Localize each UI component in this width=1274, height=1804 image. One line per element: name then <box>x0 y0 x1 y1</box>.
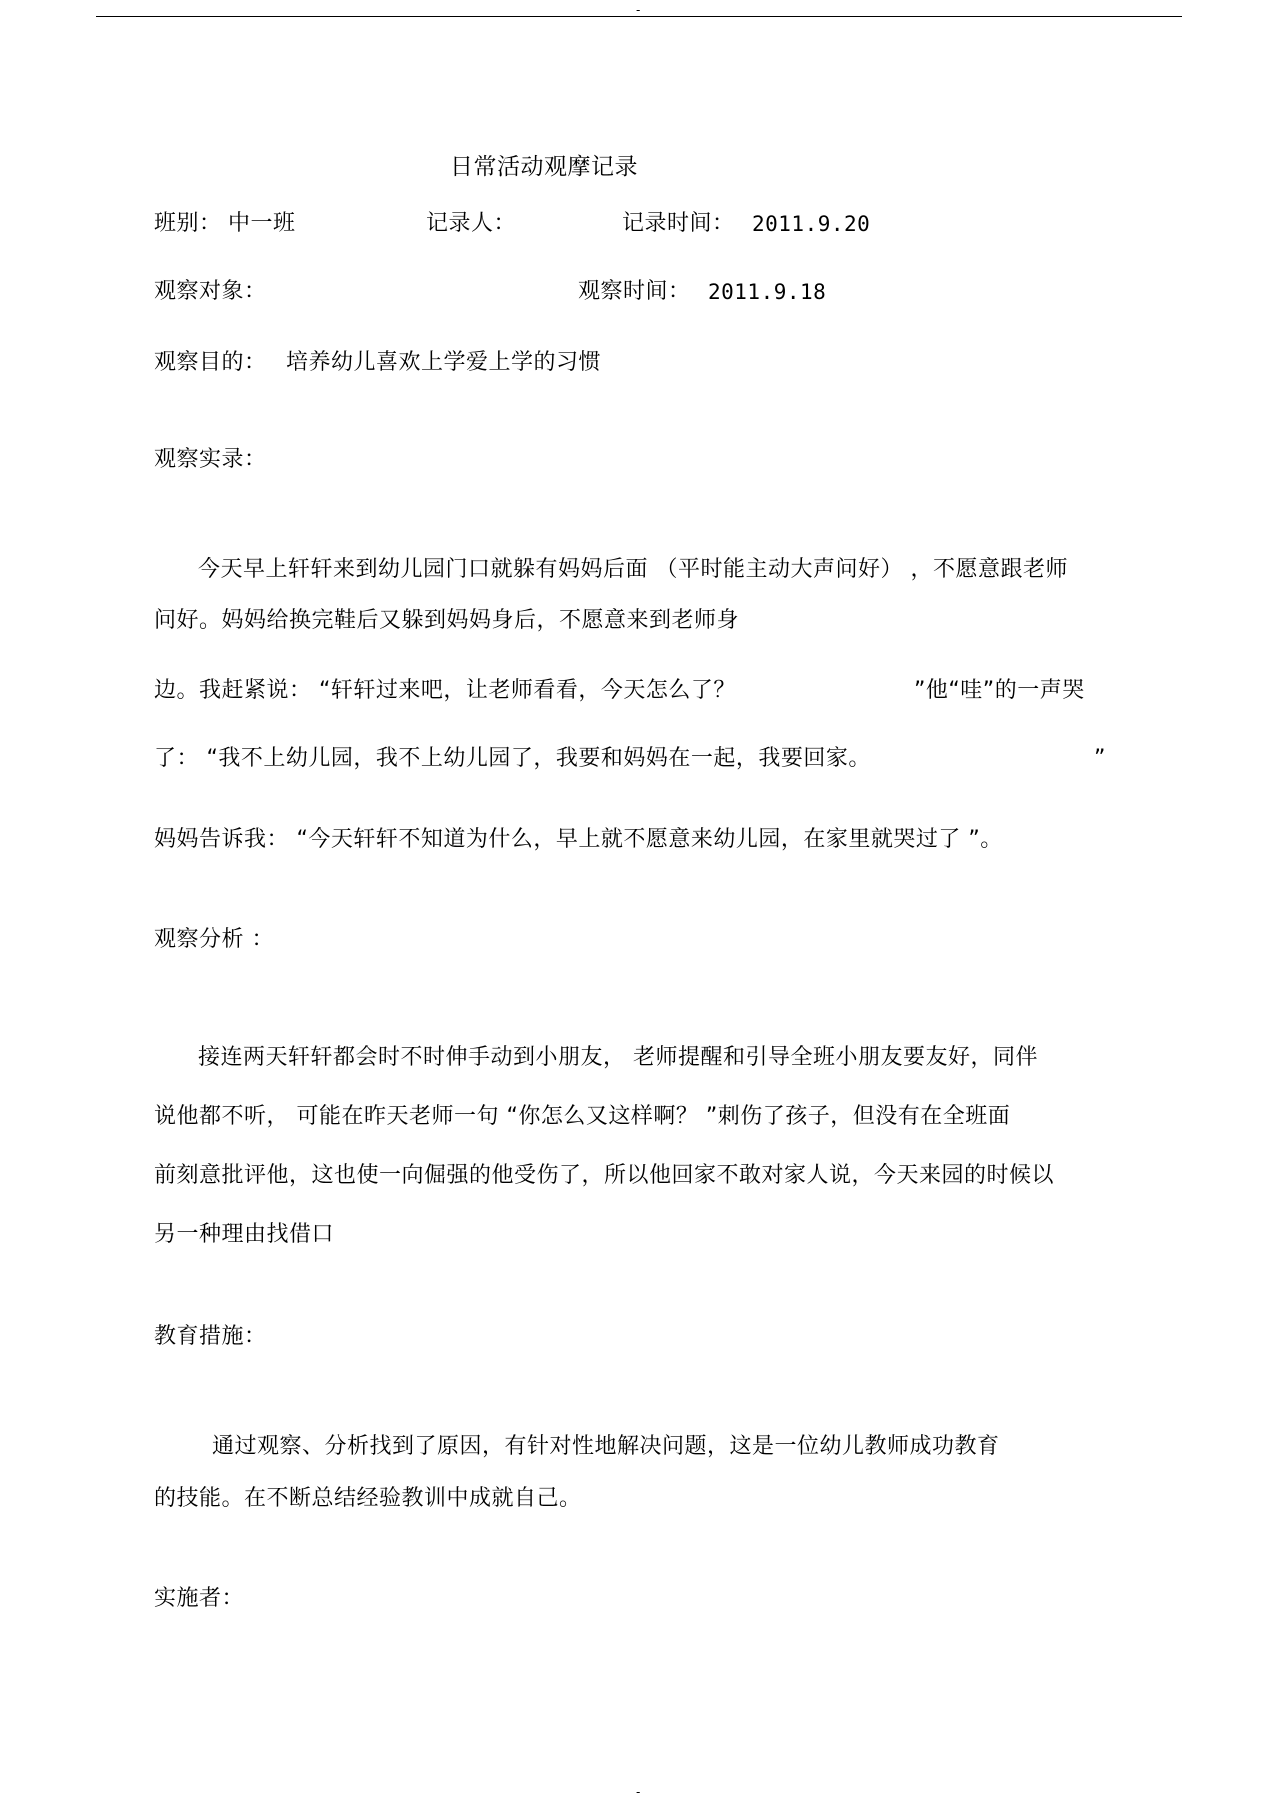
record-line: 今天早上轩轩来到幼儿园门口就躲有妈妈后面 （平时能主动大声问好） ，不愿意跟老师 <box>198 557 1068 582</box>
class-label: 班别： <box>154 211 222 236</box>
analysis-heading: 观察分析 ： <box>154 927 274 952</box>
measures-line: 通过观察、分析找到了原因，有针对性地解决问题，这是一位幼儿教师成功教育 <box>212 1434 1000 1459</box>
header-mark: - <box>636 3 641 17</box>
measures-line: 的技能。在不断总结经验教训中成就自己。 <box>154 1486 582 1511</box>
record-time-value: 2011.9.20 <box>752 212 871 236</box>
class-value: 中一班 <box>228 211 296 236</box>
record-time-label: 记录时间： <box>622 211 735 236</box>
measures-heading: 教育措施： <box>154 1324 267 1349</box>
record-line: 妈妈告诉我： “今天轩轩不知道为什么，早上就不愿意来幼儿园，在家里就哭过了 ”。 <box>154 827 1003 852</box>
analysis-line: 前刻意批评他，这也使一向倔强的他受伤了，所以他回家不敢对家人说，今天来园的时候以 <box>154 1163 1055 1188</box>
record-line: ” <box>1094 746 1106 771</box>
observe-time-value: 2011.9.18 <box>708 280 827 304</box>
record-line: 边。我赶紧说： “轩轩过来吧，让老师看看，今天怎么了？ <box>154 678 736 703</box>
analysis-line: 说他都不听， 可能在昨天老师一句 “你怎么又这样啊？ ”刺伤了孩子，但没有在全班面 <box>154 1104 1011 1129</box>
purpose-value: 培养幼儿喜欢上学爱上学的习惯 <box>286 350 602 375</box>
record-line: ”他“哇”的一声哭 <box>914 678 1085 703</box>
analysis-line: 接连两天轩轩都会时不时伸手动到小朋友， 老师提醒和引导全班小朋友要友好，同伴 <box>198 1045 1038 1070</box>
implementer-label: 实施者： <box>154 1586 245 1611</box>
subject-label: 观察对象： <box>154 279 267 304</box>
footer-mark: - <box>636 1785 641 1799</box>
observe-time-label: 观察时间： <box>578 279 691 304</box>
document-title: 日常活动观摩记录 <box>450 154 638 180</box>
recorder-label: 记录人： <box>426 211 517 236</box>
record-line: 问好。妈妈给换完鞋后又躲到妈妈身后，不愿意来到老师身 <box>154 608 740 633</box>
record-line: 了： “我不上幼儿园，我不上幼儿园了，我要和妈妈在一起，我要回家。 <box>154 746 871 771</box>
purpose-label: 观察目的： <box>154 350 267 375</box>
record-heading: 观察实录： <box>154 447 267 472</box>
analysis-line: 另一种理由找借口 <box>154 1222 335 1247</box>
